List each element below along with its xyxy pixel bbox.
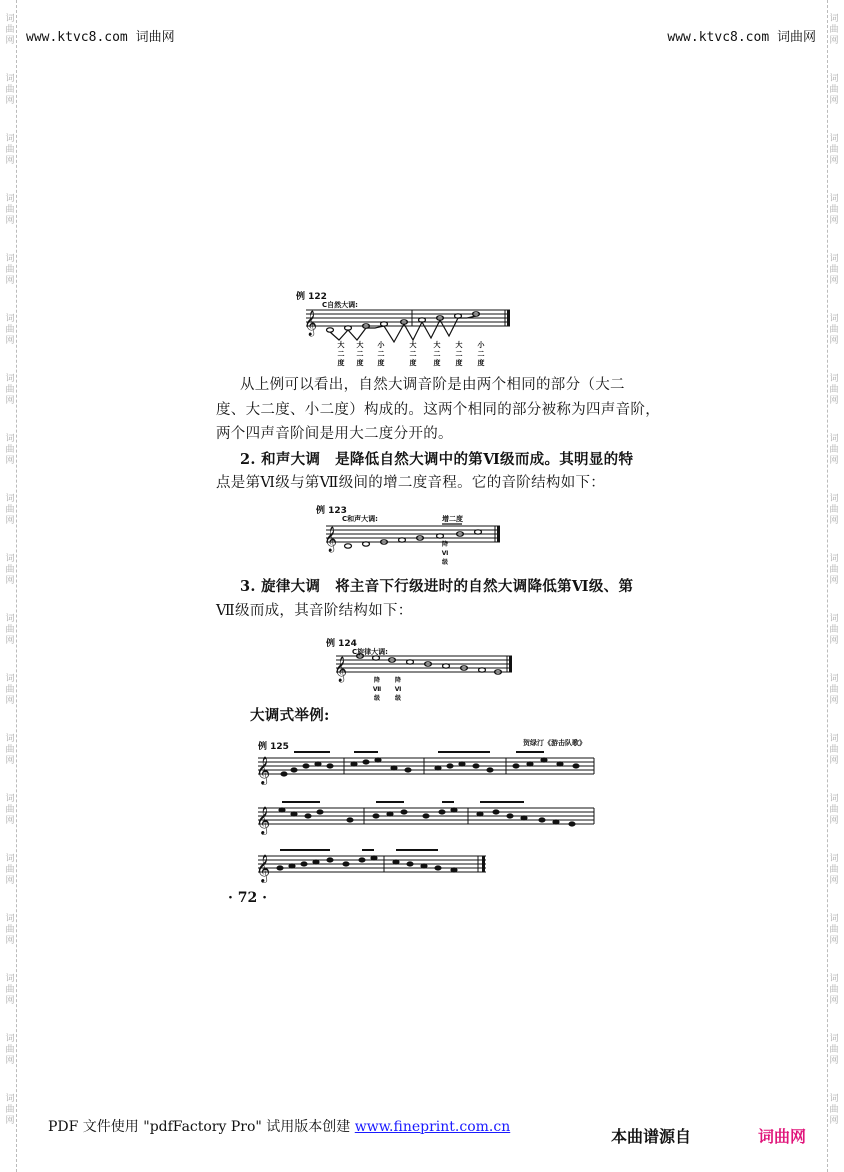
watermark-char: 网 [5,95,15,106]
para2-line1: 2. 和声大调 是降低自然大调中的第Ⅵ级而成。其明显的特 [240,451,634,468]
footer-pdf-text: PDF 文件使用 "pdfFactory Pro" 试用版本创建 [48,1119,351,1135]
watermark-group [2,900,18,960]
interval-1: 大二度 [337,341,345,367]
example-124-degree2: 降Ⅵ级 [394,677,402,702]
watermark-char: 词 [829,853,839,864]
watermark-char: 曲 [5,504,15,515]
watermark-char: 曲 [829,264,839,275]
watermark-group [826,1020,842,1080]
para3-line1: 3. 旋律大调 将主音下行级进时的自然大调降低第Ⅵ级、第 [240,578,634,595]
svg-text:𝄞: 𝄞 [324,527,338,552]
watermark-char: 网 [5,1115,15,1126]
example-125-line1 [254,750,598,786]
watermark-char: 网 [829,95,839,106]
watermark-group [826,60,842,120]
para2-line2: 点是第Ⅵ级与第Ⅶ级间的增二度音程。它的音阶结构如下： [216,475,606,491]
watermark-char: 词 [5,913,15,924]
watermark-char: 词 [5,673,15,684]
watermark-char: 网 [829,1055,839,1066]
watermark-char: 曲 [829,324,839,335]
watermark-group [2,180,18,240]
watermark-group [826,540,842,600]
watermark-char: 网 [829,575,839,586]
watermark-char: 曲 [5,444,15,455]
watermark-char: 曲 [5,1104,15,1115]
watermark-char: 词 [829,973,839,984]
watermark-char: 词 [829,913,839,924]
watermark-char: 曲 [5,924,15,935]
watermark-char: 词 [5,133,15,144]
svg-text:𝄞: 𝄞 [256,806,271,834]
watermark-group [826,840,842,900]
watermark-char: 词 [829,793,839,804]
example-124-label: 例 124 [326,639,357,649]
watermark-char: 曲 [5,324,15,335]
watermark-group [2,0,18,60]
svg-text:𝄞: 𝄞 [304,311,318,336]
watermark-group [826,660,842,720]
watermark-group [2,720,18,780]
watermark-char: 网 [5,875,15,886]
watermark-char: 词 [829,553,839,564]
watermark-char: 词 [829,253,839,264]
watermark-group [826,0,842,60]
example-125-label: 例 125 [258,742,289,752]
watermark-char: 词 [5,973,15,984]
watermark-char: 曲 [5,144,15,155]
watermark-group [826,300,842,360]
watermark-char: 曲 [829,984,839,995]
watermark-group [826,780,842,840]
watermark-char: 词 [5,373,15,384]
watermark-char: 网 [5,275,15,286]
example-122-subtitle: C自然大调: [322,301,358,309]
watermark-char: 曲 [829,744,839,755]
example-125-attribution: 贺绿汀《游击队歌》 [523,739,586,747]
watermark-char: 网 [5,155,15,166]
watermark-char: 网 [829,335,839,346]
watermark-char: 曲 [5,264,15,275]
watermark-group [2,840,18,900]
watermark-group [2,120,18,180]
watermark-char: 词 [829,73,839,84]
watermark-char: 曲 [829,564,839,575]
left-watermark-column [2,0,18,1140]
watermark-char: 曲 [829,444,839,455]
footer-pdf-note [48,1116,510,1136]
watermark-char: 曲 [829,84,839,95]
watermark-char: 词 [829,1033,839,1044]
watermark-char: 网 [829,515,839,526]
watermark-group [826,600,842,660]
page-number: · 72 · [228,890,267,906]
watermark-char: 曲 [5,624,15,635]
watermark-char: 曲 [829,144,839,155]
header-right [667,26,816,45]
watermark-char: 曲 [829,684,839,695]
watermark-char: 词 [829,373,839,384]
watermark-char: 曲 [829,504,839,515]
watermark-char: 词 [5,793,15,804]
watermark-char: 曲 [5,384,15,395]
example-124-staff [332,652,516,684]
watermark-group [2,600,18,660]
watermark-group [2,60,18,120]
example-123-staff [322,520,504,554]
watermark-char: 曲 [829,864,839,875]
watermark-group [2,780,18,840]
watermark-char: 曲 [5,24,15,35]
watermark-group [826,720,842,780]
example-123-subtitle: C和声大调: [342,515,378,523]
watermark-char: 网 [5,575,15,586]
footer-pdf-link[interactable]: www.fineprint.com.cn [354,1119,511,1135]
watermark-char: 词 [5,313,15,324]
watermark-char: 词 [5,73,15,84]
header-left [26,26,175,45]
watermark-group [2,240,18,300]
watermark-char: 网 [829,815,839,826]
watermark-char: 曲 [829,1044,839,1055]
svg-text:𝄞: 𝄞 [334,657,348,682]
watermark-char: 词 [829,733,839,744]
watermark-char: 网 [829,1115,839,1126]
watermark-char: 曲 [5,984,15,995]
watermark-char: 词 [5,493,15,504]
watermark-char: 网 [5,335,15,346]
watermark-char: 网 [829,215,839,226]
watermark-group [2,960,18,1020]
watermark-char: 词 [5,253,15,264]
watermark-group [826,240,842,300]
watermark-char: 词 [829,193,839,204]
para1-line2: 度、大二度、小二度）构成的。这两个相同的部分被称为四声音阶， [216,402,660,418]
footer-source-label: 本曲谱源自 [611,1127,692,1146]
watermark-char: 网 [829,395,839,406]
watermark-char: 词 [5,13,15,24]
watermark-char: 曲 [5,84,15,95]
watermark-char: 网 [829,995,839,1006]
svg-text:𝄞: 𝄞 [256,854,271,882]
para3-line2: Ⅶ级而成，其音阶结构如下： [216,603,413,619]
interval-2: 大二度 [356,341,364,367]
watermark-char: 词 [829,433,839,444]
watermark-char: 词 [5,1093,15,1104]
watermark-group [826,900,842,960]
watermark-char: 词 [5,553,15,564]
watermark-group [2,1020,18,1080]
watermark-char: 曲 [829,204,839,215]
watermark-char: 网 [5,1055,15,1066]
watermark-group [826,480,842,540]
watermark-char: 网 [5,935,15,946]
watermark-char: 网 [829,35,839,46]
example-123-degree: 降Ⅵ级 [441,541,449,566]
watermark-char: 词 [5,193,15,204]
watermark-char: 网 [5,995,15,1006]
watermark-char: 网 [829,755,839,766]
example-122-label: 例 122 [296,292,327,302]
watermark-char: 词 [829,613,839,624]
watermark-char: 曲 [5,564,15,575]
interval-5: 大二度 [433,341,441,367]
watermark-group [826,1080,842,1140]
watermark-group [826,360,842,420]
watermark-char: 曲 [829,624,839,635]
watermark-char: 曲 [829,804,839,815]
watermark-char: 网 [829,875,839,886]
section-heading: 大调式举例: [250,707,330,724]
watermark-char: 词 [5,1033,15,1044]
watermark-char: 词 [829,673,839,684]
watermark-char: 曲 [5,684,15,695]
watermark-group [2,540,18,600]
watermark-char: 词 [5,853,15,864]
watermark-char: 曲 [829,924,839,935]
svg-text:𝄞: 𝄞 [256,756,271,784]
watermark-char: 网 [5,815,15,826]
watermark-char: 网 [829,275,839,286]
watermark-group [826,180,842,240]
watermark-char: 曲 [5,1044,15,1055]
example-123-annotation: 增二度 [442,515,463,523]
watermark-char: 网 [829,155,839,166]
watermark-group [2,480,18,540]
watermark-char: 曲 [829,24,839,35]
header-right-url[interactable]: www.ktvc8.com [667,30,770,45]
para1-line1: 从上例可以看出，自然大调音阶是由两个相同的部分（大二 [240,377,625,393]
interval-6: 大二度 [455,341,463,367]
watermark-char: 曲 [829,1104,839,1115]
example-123-label: 例 123 [316,506,347,516]
para1-line3: 两个四声音阶间是用大二度分开的。 [216,426,453,442]
header-left-url[interactable]: www.ktvc8.com [26,30,128,45]
watermark-char: 词 [829,493,839,504]
watermark-char: 网 [829,935,839,946]
watermark-char: 曲 [5,204,15,215]
header-left-site: 词曲网 [135,30,175,45]
watermark-char: 词 [829,313,839,324]
right-watermark-column [826,0,842,1140]
watermark-group [2,660,18,720]
watermark-char: 网 [5,35,15,46]
watermark-char: 词 [829,13,839,24]
watermark-char: 词 [829,133,839,144]
example-124-subtitle: C旋律大调: [352,648,388,656]
example-125-line3 [254,848,494,884]
watermark-char: 网 [5,515,15,526]
watermark-group [2,360,18,420]
watermark-char: 词 [5,433,15,444]
watermark-group [2,300,18,360]
header-right-site: 词曲网 [776,30,816,45]
watermark-char: 网 [5,635,15,646]
watermark-char: 网 [5,455,15,466]
watermark-char: 网 [5,755,15,766]
watermark-group [826,120,842,180]
watermark-group [826,420,842,480]
watermark-char: 词 [5,733,15,744]
watermark-char: 曲 [5,744,15,755]
watermark-char: 网 [829,635,839,646]
watermark-char: 曲 [5,864,15,875]
interval-4: 大二度 [409,341,417,367]
watermark-group [2,1080,18,1140]
watermark-group [2,420,18,480]
interval-7: 小二度 [477,341,485,367]
watermark-char: 词 [5,613,15,624]
watermark-char: 词 [829,1093,839,1104]
watermark-char: 曲 [5,804,15,815]
watermark-char: 网 [5,395,15,406]
watermark-char: 网 [5,215,15,226]
watermark-char: 网 [5,695,15,706]
footer-brand[interactable]: 词曲网 [758,1127,807,1146]
example-125-line2 [254,800,598,836]
example-124-degree1: 降Ⅶ级 [372,677,382,702]
example-122-staff [300,304,514,344]
watermark-group [826,960,842,1020]
watermark-char: 网 [829,695,839,706]
watermark-char: 曲 [829,384,839,395]
interval-3: 小二度 [377,341,385,367]
watermark-char: 网 [829,455,839,466]
